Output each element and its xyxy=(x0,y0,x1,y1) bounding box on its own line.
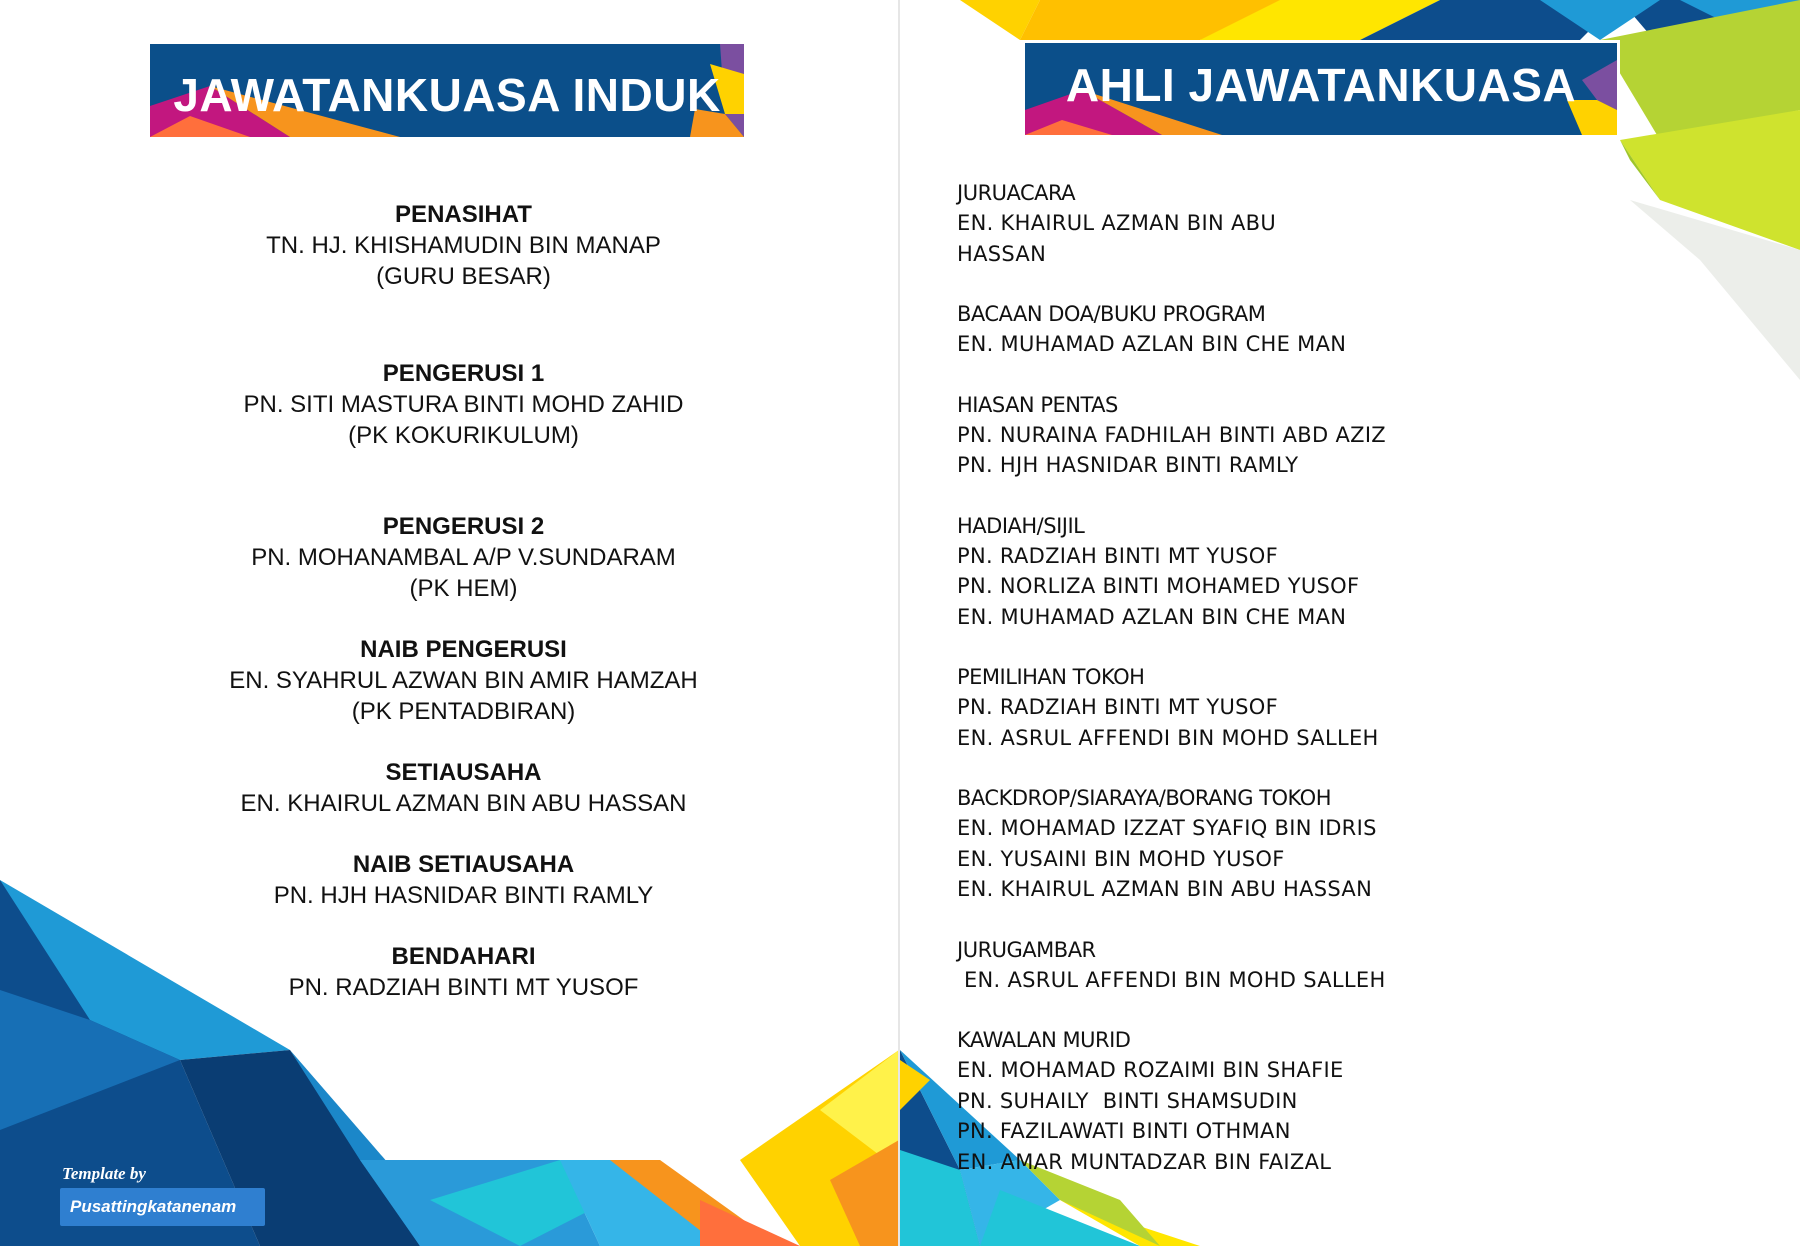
credit-by-label: Template by xyxy=(62,1164,146,1183)
role-title: PENGERUSI 2 xyxy=(382,513,545,540)
member-name: PN. RADZIAH BINTI MT YUSOF xyxy=(957,543,1278,568)
committee-section xyxy=(957,390,1557,481)
member-designation: (PK PENTADBIRAN) xyxy=(351,698,576,725)
role-title: BENDAHARI xyxy=(391,943,536,970)
committee-section xyxy=(200,635,727,727)
left-banner xyxy=(150,44,744,137)
role-title: PENASIHAT xyxy=(395,201,532,228)
left-page xyxy=(0,0,899,1246)
member-name: EN. KHAIRUL AZMAN BIN ABU xyxy=(957,211,1277,235)
member-name: PN. RADZIAH BINTI MT YUSOF xyxy=(957,695,1278,719)
member-name: EN. ASRUL AFFENDI BIN MOHD SALLEH xyxy=(957,967,1386,992)
role-title: BACKDROP/SIARAYA/BORANG TOKOH xyxy=(957,786,1331,810)
right-page xyxy=(900,0,1800,1246)
member-name: PN. SITI MASTURA BINTI MOHD ZAHID xyxy=(243,391,684,418)
committee-section xyxy=(957,935,1557,996)
committee-section xyxy=(957,783,1557,905)
committee-section xyxy=(957,1025,1557,1177)
committee-section xyxy=(200,942,727,1003)
main-committee-list xyxy=(200,200,727,1003)
member-name: PN. NORLIZA BINTI MOHAMED YUSOF xyxy=(957,574,1360,598)
member-name: TN. HJ. KHISHAMUDIN BIN MANAP xyxy=(266,232,661,259)
role-title: NAIB SETIAUSAHA xyxy=(352,851,575,878)
role-title: HIASAN PENTAS xyxy=(957,392,1118,417)
member-name: EN. MUHAMAD AZLAN BIN CHE MAN xyxy=(957,332,1347,356)
member-name: EN. KHAIRUL AZMAN BIN ABU HASSAN xyxy=(957,877,1373,901)
member-name: PN. HJH HASNIDAR BINTI RAMLY xyxy=(273,882,654,909)
right-banner xyxy=(1022,40,1620,138)
member-name: PN. NURAINA FADHILAH BINTI ABD AZIZ xyxy=(957,422,1386,447)
member-name: EN. YUSAINI BIN MOHD YUSOF xyxy=(957,846,1285,871)
members-list xyxy=(957,178,1557,1177)
member-designation: (GURU BESAR) xyxy=(376,263,551,290)
committee-section xyxy=(200,359,727,451)
member-name: EN. AMAR MUNTADZAR BIN FAIZAL xyxy=(957,1149,1332,1174)
member-name: PN. FAZILAWATI BINTI OTHMAN xyxy=(957,1119,1291,1143)
role-title: PEMILIHAN TOKOH xyxy=(957,665,1145,689)
left-banner-title: JAWATANKUASA INDUK xyxy=(173,68,721,121)
role-title: KAWALAN MURID xyxy=(957,1028,1131,1052)
member-name: PN. HJH HASNIDAR BINTI RAMLY xyxy=(957,453,1299,477)
role-title: SETIAUSAHA xyxy=(385,759,542,786)
committee-section xyxy=(957,511,1557,633)
member-name: PN. SUHAILY BINTI SHAMSUDIN xyxy=(957,1088,1298,1113)
role-title: JURUGAMBAR xyxy=(957,937,1096,962)
member-designation: (PK KOKURIKULUM) xyxy=(348,422,579,449)
committee-section xyxy=(200,512,727,604)
member-name: HASSAN xyxy=(957,241,1047,266)
member-name: PN. RADZIAH BINTI MT YUSOF xyxy=(288,974,639,1001)
member-name: PN. MOHANAMBAL A/P V.SUNDARAM xyxy=(251,544,676,571)
member-name: EN. MOHAMAD IZZAT SYAFIQ BIN IDRIS xyxy=(957,816,1377,840)
committee-section xyxy=(200,850,727,911)
committee-section xyxy=(200,200,727,292)
role-title: JURUACARA xyxy=(957,181,1076,205)
role-title: NAIB PENGERUSI xyxy=(360,636,567,663)
committee-section xyxy=(957,299,1557,360)
role-title: BACAAN DOA/BUKU PROGRAM xyxy=(957,302,1266,326)
member-name: EN. KHAIRUL AZMAN BIN ABU HASSAN xyxy=(240,790,687,817)
member-name: EN. ASRUL AFFENDI BIN MOHD SALLEH xyxy=(957,725,1379,750)
template-credit xyxy=(60,1164,265,1226)
role-title: HADIAH/SIJIL xyxy=(957,513,1085,538)
member-name: EN. MOHAMAD ROZAIMI BIN SHAFIE xyxy=(957,1058,1344,1082)
role-title: PENGERUSI 1 xyxy=(382,360,545,387)
member-designation: (PK HEM) xyxy=(409,575,518,602)
credit-name-badge: Pusattingkatanenam xyxy=(60,1188,265,1226)
committee-section xyxy=(200,758,727,819)
committee-section xyxy=(957,662,1557,753)
member-name: EN. MUHAMAD AZLAN BIN CHE MAN xyxy=(957,604,1347,629)
right-banner-title: AHLI JAWATANKUASA xyxy=(1065,59,1577,111)
member-name: EN. SYAHRUL AZWAN BIN AMIR HAMZAH xyxy=(229,667,698,694)
committee-section xyxy=(957,178,1557,269)
